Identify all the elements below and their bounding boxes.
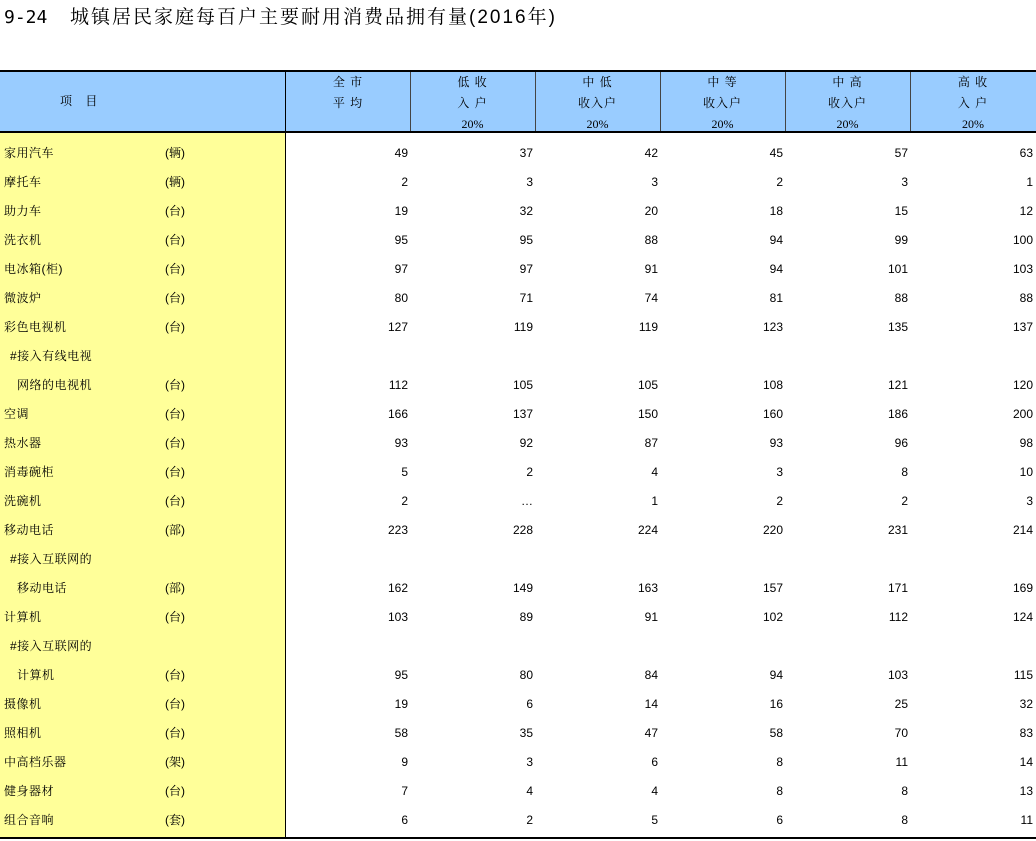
- value-cell: 99: [894, 233, 908, 247]
- item-name: 空调: [4, 407, 30, 421]
- value-cell: 94: [769, 262, 783, 276]
- value-cell: 108: [762, 378, 783, 392]
- header-line: 收入户: [827, 96, 867, 110]
- item-unit: (台): [165, 204, 185, 218]
- value-cell: 32: [1019, 697, 1033, 711]
- item-unit: (套): [165, 813, 185, 827]
- value-cell: 93: [769, 436, 783, 450]
- table-row: [0, 197, 1036, 226]
- value-cell: 58: [394, 726, 408, 740]
- value-cell: 169: [1012, 581, 1033, 595]
- value-cell: 98: [1019, 436, 1033, 450]
- item-name: 彩色电视机: [4, 320, 67, 334]
- table-row: [0, 487, 1036, 516]
- table-row: [0, 342, 1036, 371]
- value-cell: 5: [651, 813, 658, 827]
- value-cell: 14: [644, 697, 658, 711]
- item-unit: (台): [165, 320, 185, 334]
- value-cell: 94: [769, 668, 783, 682]
- item-unit: (台): [165, 407, 185, 421]
- header-divider: [285, 72, 286, 131]
- value-cell: 19: [394, 697, 408, 711]
- value-cell: 105: [512, 378, 533, 392]
- value-cell: 101: [887, 262, 908, 276]
- value-cell: 42: [644, 146, 658, 160]
- value-cell: 6: [651, 755, 658, 769]
- header-col-middle-income: [660, 72, 785, 131]
- item-name: 组合音响: [4, 813, 55, 827]
- header-percent: 20%: [962, 117, 984, 131]
- value-cell: 1: [1026, 175, 1033, 189]
- table-row: [0, 458, 1036, 487]
- header-divider: [785, 72, 786, 131]
- value-cell: 88: [1019, 291, 1033, 305]
- item-unit: (辆): [165, 146, 185, 160]
- value-cell: 186: [887, 407, 908, 421]
- item-unit: (台): [165, 726, 185, 740]
- value-cell: 127: [387, 320, 408, 334]
- value-cell: 93: [394, 436, 408, 450]
- item-name: 消毒碗柜: [4, 465, 55, 479]
- table-row: [0, 429, 1036, 458]
- table-row: [0, 313, 1036, 342]
- value-cell: 20: [644, 204, 658, 218]
- value-cell: 8: [776, 784, 783, 798]
- value-cell: 220: [762, 523, 783, 537]
- value-cell: 121: [887, 378, 908, 392]
- value-cell: 6: [776, 813, 783, 827]
- value-cell: 80: [394, 291, 408, 305]
- value-cell: 150: [637, 407, 658, 421]
- value-cell: 7: [401, 784, 408, 798]
- header-col-lower-middle-income: [535, 72, 660, 131]
- value-cell: 100: [1012, 233, 1033, 247]
- header-item: 项 目: [60, 94, 98, 108]
- item-unit: (台): [165, 378, 185, 392]
- value-cell: 105: [637, 378, 658, 392]
- table-body: [0, 133, 1036, 837]
- item-name: 网络的电视机: [17, 378, 93, 392]
- value-cell: 4: [651, 784, 658, 798]
- header-divider: [535, 72, 536, 131]
- value-cell: 25: [894, 697, 908, 711]
- table-row: [0, 719, 1036, 748]
- item-name: 移动电话: [4, 523, 55, 537]
- header-line: 中 等: [707, 75, 738, 89]
- value-cell: 19: [394, 204, 408, 218]
- item-unit: (台): [165, 233, 185, 247]
- table-row: [0, 371, 1036, 400]
- value-cell: 123: [762, 320, 783, 334]
- value-cell: 97: [394, 262, 408, 276]
- header-percent: 20%: [836, 117, 859, 131]
- value-cell: 95: [394, 233, 408, 247]
- value-cell: 87: [644, 436, 658, 450]
- header-col-city-average: [286, 72, 410, 131]
- value-cell: 9: [401, 755, 408, 769]
- header-percent: 20%: [711, 117, 734, 131]
- header-line: 入 户: [457, 96, 488, 110]
- item-unit: (台): [165, 436, 185, 450]
- table-row: [0, 400, 1036, 429]
- value-cell: 103: [887, 668, 908, 682]
- header-percent: 20%: [461, 117, 484, 131]
- value-cell: 8: [901, 465, 908, 479]
- item-unit: (部): [165, 581, 185, 595]
- value-cell: 89: [519, 610, 533, 624]
- value-cell: 115: [1013, 668, 1033, 682]
- header-col-upper-middle-income: [785, 72, 910, 131]
- value-cell: 91: [644, 262, 658, 276]
- value-cell: 15: [894, 204, 908, 218]
- header-line: 中 低: [582, 75, 613, 89]
- value-cell: 224: [637, 523, 658, 537]
- value-cell: 162: [387, 581, 408, 595]
- value-cell: 2: [401, 494, 408, 508]
- value-cell: 3: [526, 175, 533, 189]
- value-cell: 83: [1019, 726, 1033, 740]
- value-cell: 58: [769, 726, 783, 740]
- item-name: 家用汽车: [4, 146, 55, 160]
- value-cell: 1: [651, 494, 658, 508]
- value-cell: 47: [644, 726, 658, 740]
- item-name: 中高档乐器: [4, 755, 67, 769]
- value-cell: 2: [526, 813, 533, 827]
- item-unit: (台): [165, 262, 185, 276]
- item-unit: (辆): [165, 175, 185, 189]
- value-cell: 8: [776, 755, 783, 769]
- value-cell: 135: [887, 320, 908, 334]
- value-cell: 35: [519, 726, 533, 740]
- value-cell: 120: [1012, 378, 1033, 392]
- table-row: [0, 255, 1036, 284]
- table-row: [0, 777, 1036, 806]
- value-cell: 6: [401, 813, 408, 827]
- value-cell: 157: [762, 581, 783, 595]
- item-name: 摄像机: [4, 697, 42, 711]
- value-cell: 88: [644, 233, 658, 247]
- value-cell: 45: [769, 146, 783, 160]
- value-cell: …: [521, 494, 533, 508]
- value-cell: 214: [1012, 523, 1033, 537]
- item-name: #接入有线电视: [10, 349, 93, 363]
- value-cell: 12: [1019, 204, 1033, 218]
- value-cell: 13: [1019, 784, 1033, 798]
- item-unit: (台): [165, 697, 185, 711]
- value-cell: 2: [776, 175, 783, 189]
- item-name: #接入互联网的: [10, 552, 93, 566]
- value-cell: 49: [394, 146, 408, 160]
- item-unit: (部): [165, 523, 185, 537]
- value-cell: 97: [519, 262, 533, 276]
- item-unit: (台): [165, 494, 185, 508]
- value-cell: 8: [901, 784, 908, 798]
- value-cell: 171: [887, 581, 908, 595]
- value-cell: 119: [638, 320, 658, 334]
- value-cell: 70: [894, 726, 908, 740]
- item-unit: (台): [165, 291, 185, 305]
- item-name: 助力车: [4, 204, 42, 218]
- value-cell: 94: [769, 233, 783, 247]
- table-row: [0, 545, 1036, 574]
- header-line: 入 户: [957, 96, 989, 110]
- value-cell: 102: [762, 610, 783, 624]
- item-name: 照相机: [4, 726, 42, 740]
- header-divider: [410, 72, 411, 131]
- value-cell: 71: [519, 291, 533, 305]
- value-cell: 11: [895, 755, 908, 769]
- value-cell: 11: [1020, 813, 1033, 827]
- header-divider: [910, 72, 911, 131]
- header-line: 低 收: [457, 75, 488, 89]
- item-unit: (台): [165, 784, 185, 798]
- table-row: [0, 574, 1036, 603]
- table-row: [0, 806, 1036, 835]
- value-cell: 4: [651, 465, 658, 479]
- item-name: 热水器: [4, 436, 42, 450]
- item-name: 移动电话: [17, 581, 68, 595]
- item-name: 洗衣机: [4, 233, 42, 247]
- value-cell: 2: [901, 494, 908, 508]
- table-row: [0, 516, 1036, 545]
- item-name: 洗碗机: [4, 494, 42, 508]
- value-cell: 95: [519, 233, 533, 247]
- value-cell: 4: [526, 784, 533, 798]
- value-cell: 166: [387, 407, 408, 421]
- table-row: [0, 661, 1036, 690]
- value-cell: 18: [769, 204, 783, 218]
- table-row: [0, 284, 1036, 313]
- header-line: 收入户: [577, 96, 617, 110]
- value-cell: 119: [513, 320, 533, 334]
- value-cell: 103: [1012, 262, 1033, 276]
- header-line: 中 高: [832, 75, 863, 89]
- bottom-rule: [0, 837, 1036, 839]
- header-line: 平 均: [332, 96, 364, 110]
- item-unit: (台): [165, 465, 185, 479]
- item-name: 摩托车: [4, 175, 42, 189]
- value-cell: 2: [776, 494, 783, 508]
- table-row: [0, 139, 1036, 168]
- value-cell: 96: [894, 436, 908, 450]
- value-cell: 32: [519, 204, 533, 218]
- value-cell: 160: [762, 407, 783, 421]
- value-cell: 2: [526, 465, 533, 479]
- header-divider: [660, 72, 661, 131]
- value-cell: 10: [1019, 465, 1033, 479]
- value-cell: 14: [1019, 755, 1033, 769]
- value-cell: 163: [637, 581, 658, 595]
- item-name: 计算机: [17, 668, 55, 682]
- value-cell: 112: [388, 378, 408, 392]
- header-col-high-income: [910, 72, 1036, 131]
- value-cell: 84: [644, 668, 658, 682]
- table-row: [0, 226, 1036, 255]
- value-cell: 88: [894, 291, 908, 305]
- value-cell: 137: [512, 407, 533, 421]
- value-cell: 112: [888, 610, 908, 624]
- header-percent: 20%: [586, 117, 609, 131]
- value-cell: 5: [401, 465, 408, 479]
- value-cell: 92: [519, 436, 533, 450]
- table-row: [0, 632, 1036, 661]
- item-name: 微波炉: [4, 291, 42, 305]
- value-cell: 3: [526, 755, 533, 769]
- value-cell: 63: [1019, 146, 1033, 160]
- header-line: 全 市: [332, 75, 364, 89]
- table-number: 9-24: [4, 7, 48, 28]
- table-row: [0, 168, 1036, 197]
- value-cell: 124: [1012, 610, 1033, 624]
- table-title: 城镇居民家庭每百户主要耐用消费品拥有量(2016年): [70, 7, 557, 28]
- value-cell: 81: [769, 291, 783, 305]
- value-cell: 103: [387, 610, 408, 624]
- item-unit: (台): [165, 668, 185, 682]
- value-cell: 223: [387, 523, 408, 537]
- value-cell: 37: [519, 146, 533, 160]
- value-cell: 137: [1012, 320, 1033, 334]
- table-header: [0, 72, 1036, 131]
- value-cell: 2: [401, 175, 408, 189]
- item-unit: (台): [165, 610, 185, 624]
- value-cell: 74: [644, 291, 658, 305]
- table-row: [0, 690, 1036, 719]
- table-row: [0, 603, 1036, 632]
- value-cell: 3: [776, 465, 783, 479]
- value-cell: 3: [651, 175, 658, 189]
- value-cell: 57: [894, 146, 908, 160]
- value-cell: 3: [901, 175, 908, 189]
- value-cell: 16: [769, 697, 783, 711]
- value-cell: 6: [526, 697, 533, 711]
- value-cell: 8: [901, 813, 908, 827]
- value-cell: 231: [887, 523, 908, 537]
- value-cell: 80: [519, 668, 533, 682]
- header-line: 高 收: [957, 75, 989, 89]
- value-cell: 91: [644, 610, 658, 624]
- item-name: #接入互联网的: [10, 639, 93, 653]
- value-cell: 3: [1026, 494, 1033, 508]
- value-cell: 95: [394, 668, 408, 682]
- value-cell: 228: [512, 523, 533, 537]
- header-line: 收入户: [702, 96, 742, 110]
- item-name: 健身器材: [4, 784, 55, 798]
- table-row: [0, 748, 1036, 777]
- value-cell: 149: [512, 581, 533, 595]
- item-unit: (架): [165, 755, 185, 769]
- header-col-low-income: [410, 72, 535, 131]
- item-name: 计算机: [4, 610, 42, 624]
- item-name: 电冰箱(柜): [4, 262, 63, 276]
- value-cell: 200: [1012, 407, 1033, 421]
